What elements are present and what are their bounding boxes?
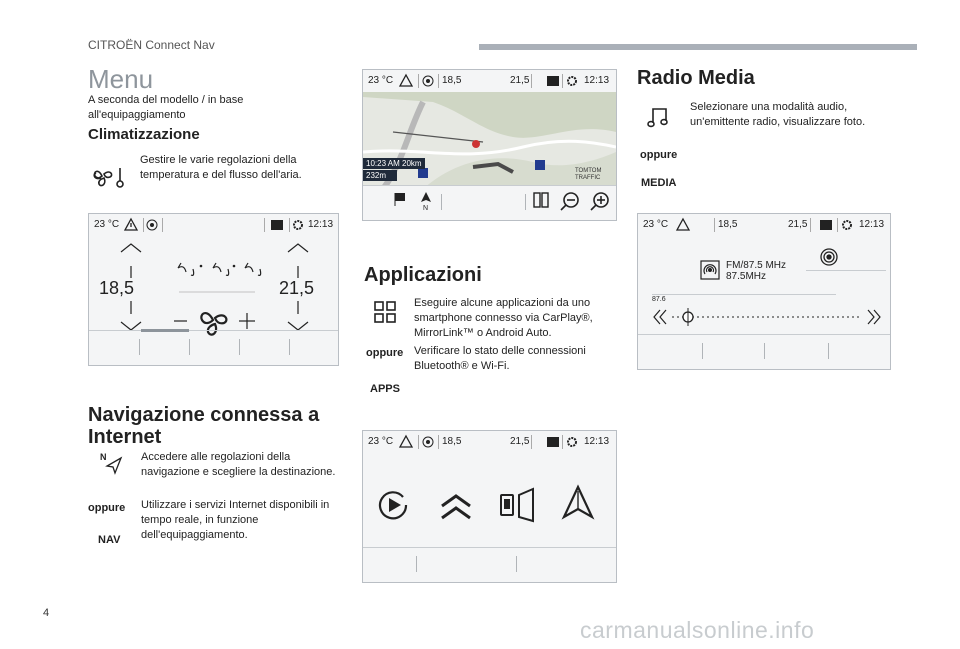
nav-screen bbox=[362, 69, 617, 221]
navigation-arrow-icon bbox=[100, 452, 124, 476]
gear-icon bbox=[566, 436, 580, 448]
status-temp: 23 °C bbox=[94, 219, 120, 230]
map-traffic: TOMTOM TRAFFIC bbox=[575, 168, 602, 181]
radio-oppure: oppure bbox=[640, 149, 678, 161]
apps-desc-1: Eseguire alcune applicazioni da uno smartphone connesso via CarPlay®, MirrorLink™ o Android Auto. bbox=[414, 297, 593, 339]
android-auto-icon[interactable] bbox=[439, 493, 473, 521]
header-bar bbox=[479, 44, 917, 50]
nav-status-bar bbox=[363, 70, 616, 92]
apps-screen bbox=[362, 430, 617, 583]
signal-icon bbox=[422, 75, 434, 87]
climate-left-temp[interactable]: 18,5 bbox=[99, 278, 135, 298]
compass-icon[interactable] bbox=[419, 191, 433, 211]
gear-icon bbox=[292, 219, 306, 231]
mirrorlink-icon[interactable] bbox=[499, 487, 537, 523]
apps-bottom-bar bbox=[363, 547, 616, 582]
status-temp: 23 °C bbox=[368, 436, 394, 447]
music-note-icon bbox=[647, 106, 669, 128]
nav-label: NAV bbox=[98, 534, 121, 546]
phone-icon bbox=[546, 75, 560, 87]
warning-icon bbox=[124, 218, 138, 231]
climate-right-temp[interactable]: 21,5 bbox=[279, 278, 315, 298]
radio-station-icon bbox=[700, 260, 720, 280]
menu-title: Menu bbox=[88, 64, 154, 94]
status-left-temp: 18,5 bbox=[442, 436, 462, 447]
status-right-temp: 21,5 bbox=[510, 75, 530, 86]
signal-icon bbox=[422, 436, 434, 448]
menu-subtitle: A seconda del modello / in base all'equipaggiamento bbox=[88, 94, 244, 121]
apps-heading: Applicazioni bbox=[364, 264, 482, 286]
warning-icon bbox=[399, 435, 413, 448]
page-number: 4 bbox=[43, 607, 50, 619]
status-right-temp: 21,5 bbox=[788, 219, 808, 230]
zoom-out-icon[interactable] bbox=[559, 191, 581, 211]
warning-icon bbox=[399, 74, 413, 87]
nav-bottom-bar bbox=[363, 185, 616, 220]
climate-status-bar bbox=[89, 214, 338, 236]
climate-heading: Climatizzazione bbox=[88, 126, 200, 143]
radio-signal-icon[interactable] bbox=[820, 248, 838, 266]
signal-icon bbox=[146, 219, 158, 231]
map-eta: 10:23 AM 20km bbox=[363, 158, 425, 169]
apps-oppure: oppure bbox=[366, 347, 404, 359]
status-time: 12:13 bbox=[584, 75, 610, 86]
warning-icon bbox=[676, 218, 690, 231]
station-name[interactable]: FM/87.5 MHz bbox=[726, 260, 787, 271]
map-distance: 232m bbox=[363, 170, 397, 181]
climate-bottom-bar bbox=[89, 330, 338, 365]
climate-desc: Gestire le varie regolazioni della temperatura e del flusso dell'aria. bbox=[140, 154, 302, 181]
gear-icon bbox=[566, 75, 580, 87]
flag-icon[interactable] bbox=[393, 192, 407, 206]
nav-desc-2: Utilizzare i servizi Internet disponibili in tempo reale, in funzione dell'equipaggiamento. bbox=[141, 499, 330, 541]
route-settings-icon[interactable] bbox=[532, 191, 550, 211]
radio-desc: Selezionare una modalità audio, un'emittente radio, visualizzare foto. bbox=[690, 101, 866, 128]
nav-heading: Navigazione connessa a Internet bbox=[88, 404, 320, 448]
frequency-slider[interactable] bbox=[652, 306, 882, 328]
header-brand: CITROËN Connect Nav bbox=[88, 38, 215, 52]
navigation-arrow-icon[interactable] bbox=[561, 485, 595, 521]
apps-grid-icon bbox=[373, 300, 397, 324]
nav-oppure: oppure bbox=[88, 502, 126, 514]
status-right-temp: 21,5 bbox=[510, 436, 530, 447]
watermark: carmanualsonline.info bbox=[580, 617, 815, 643]
svg-text:N: N bbox=[100, 452, 107, 462]
gear-icon bbox=[841, 219, 855, 231]
frequency-value: 87.6 bbox=[652, 296, 666, 303]
map-view[interactable] bbox=[363, 92, 616, 189]
apps-desc-2: Verificare lo stato delle connessioni Bluetooth® e Wi-Fi. bbox=[414, 345, 586, 372]
status-time: 12:13 bbox=[859, 219, 885, 230]
phone-icon bbox=[270, 219, 286, 231]
carplay-icon[interactable] bbox=[377, 489, 409, 521]
radio-heading: Radio Media bbox=[637, 67, 755, 89]
apps-label: APPS bbox=[370, 383, 400, 395]
nav-desc-1: Accedere alle regolazioni della navigazione e scegliere la destinazione. bbox=[141, 451, 336, 478]
fan-thermometer-icon bbox=[92, 164, 128, 190]
radio-status-bar bbox=[638, 214, 890, 236]
radio-screen bbox=[637, 213, 891, 370]
phone-icon bbox=[819, 219, 833, 231]
apps-status-bar bbox=[363, 431, 616, 453]
station-sub: 87.5MHz bbox=[726, 271, 767, 282]
radio-bottom-bar bbox=[638, 334, 890, 369]
media-label: MEDIA bbox=[641, 177, 677, 189]
status-left-temp: 18,5 bbox=[442, 75, 462, 86]
zoom-in-icon[interactable] bbox=[589, 191, 611, 211]
phone-icon bbox=[546, 436, 560, 448]
climate-screen bbox=[88, 213, 339, 366]
status-time: 12:13 bbox=[584, 436, 610, 447]
compass-label: N bbox=[423, 205, 429, 212]
status-temp: 23 °C bbox=[368, 75, 394, 86]
status-left-temp: 18,5 bbox=[718, 219, 738, 230]
status-time: 12:13 bbox=[308, 219, 334, 230]
status-temp: 23 °C bbox=[643, 219, 669, 230]
